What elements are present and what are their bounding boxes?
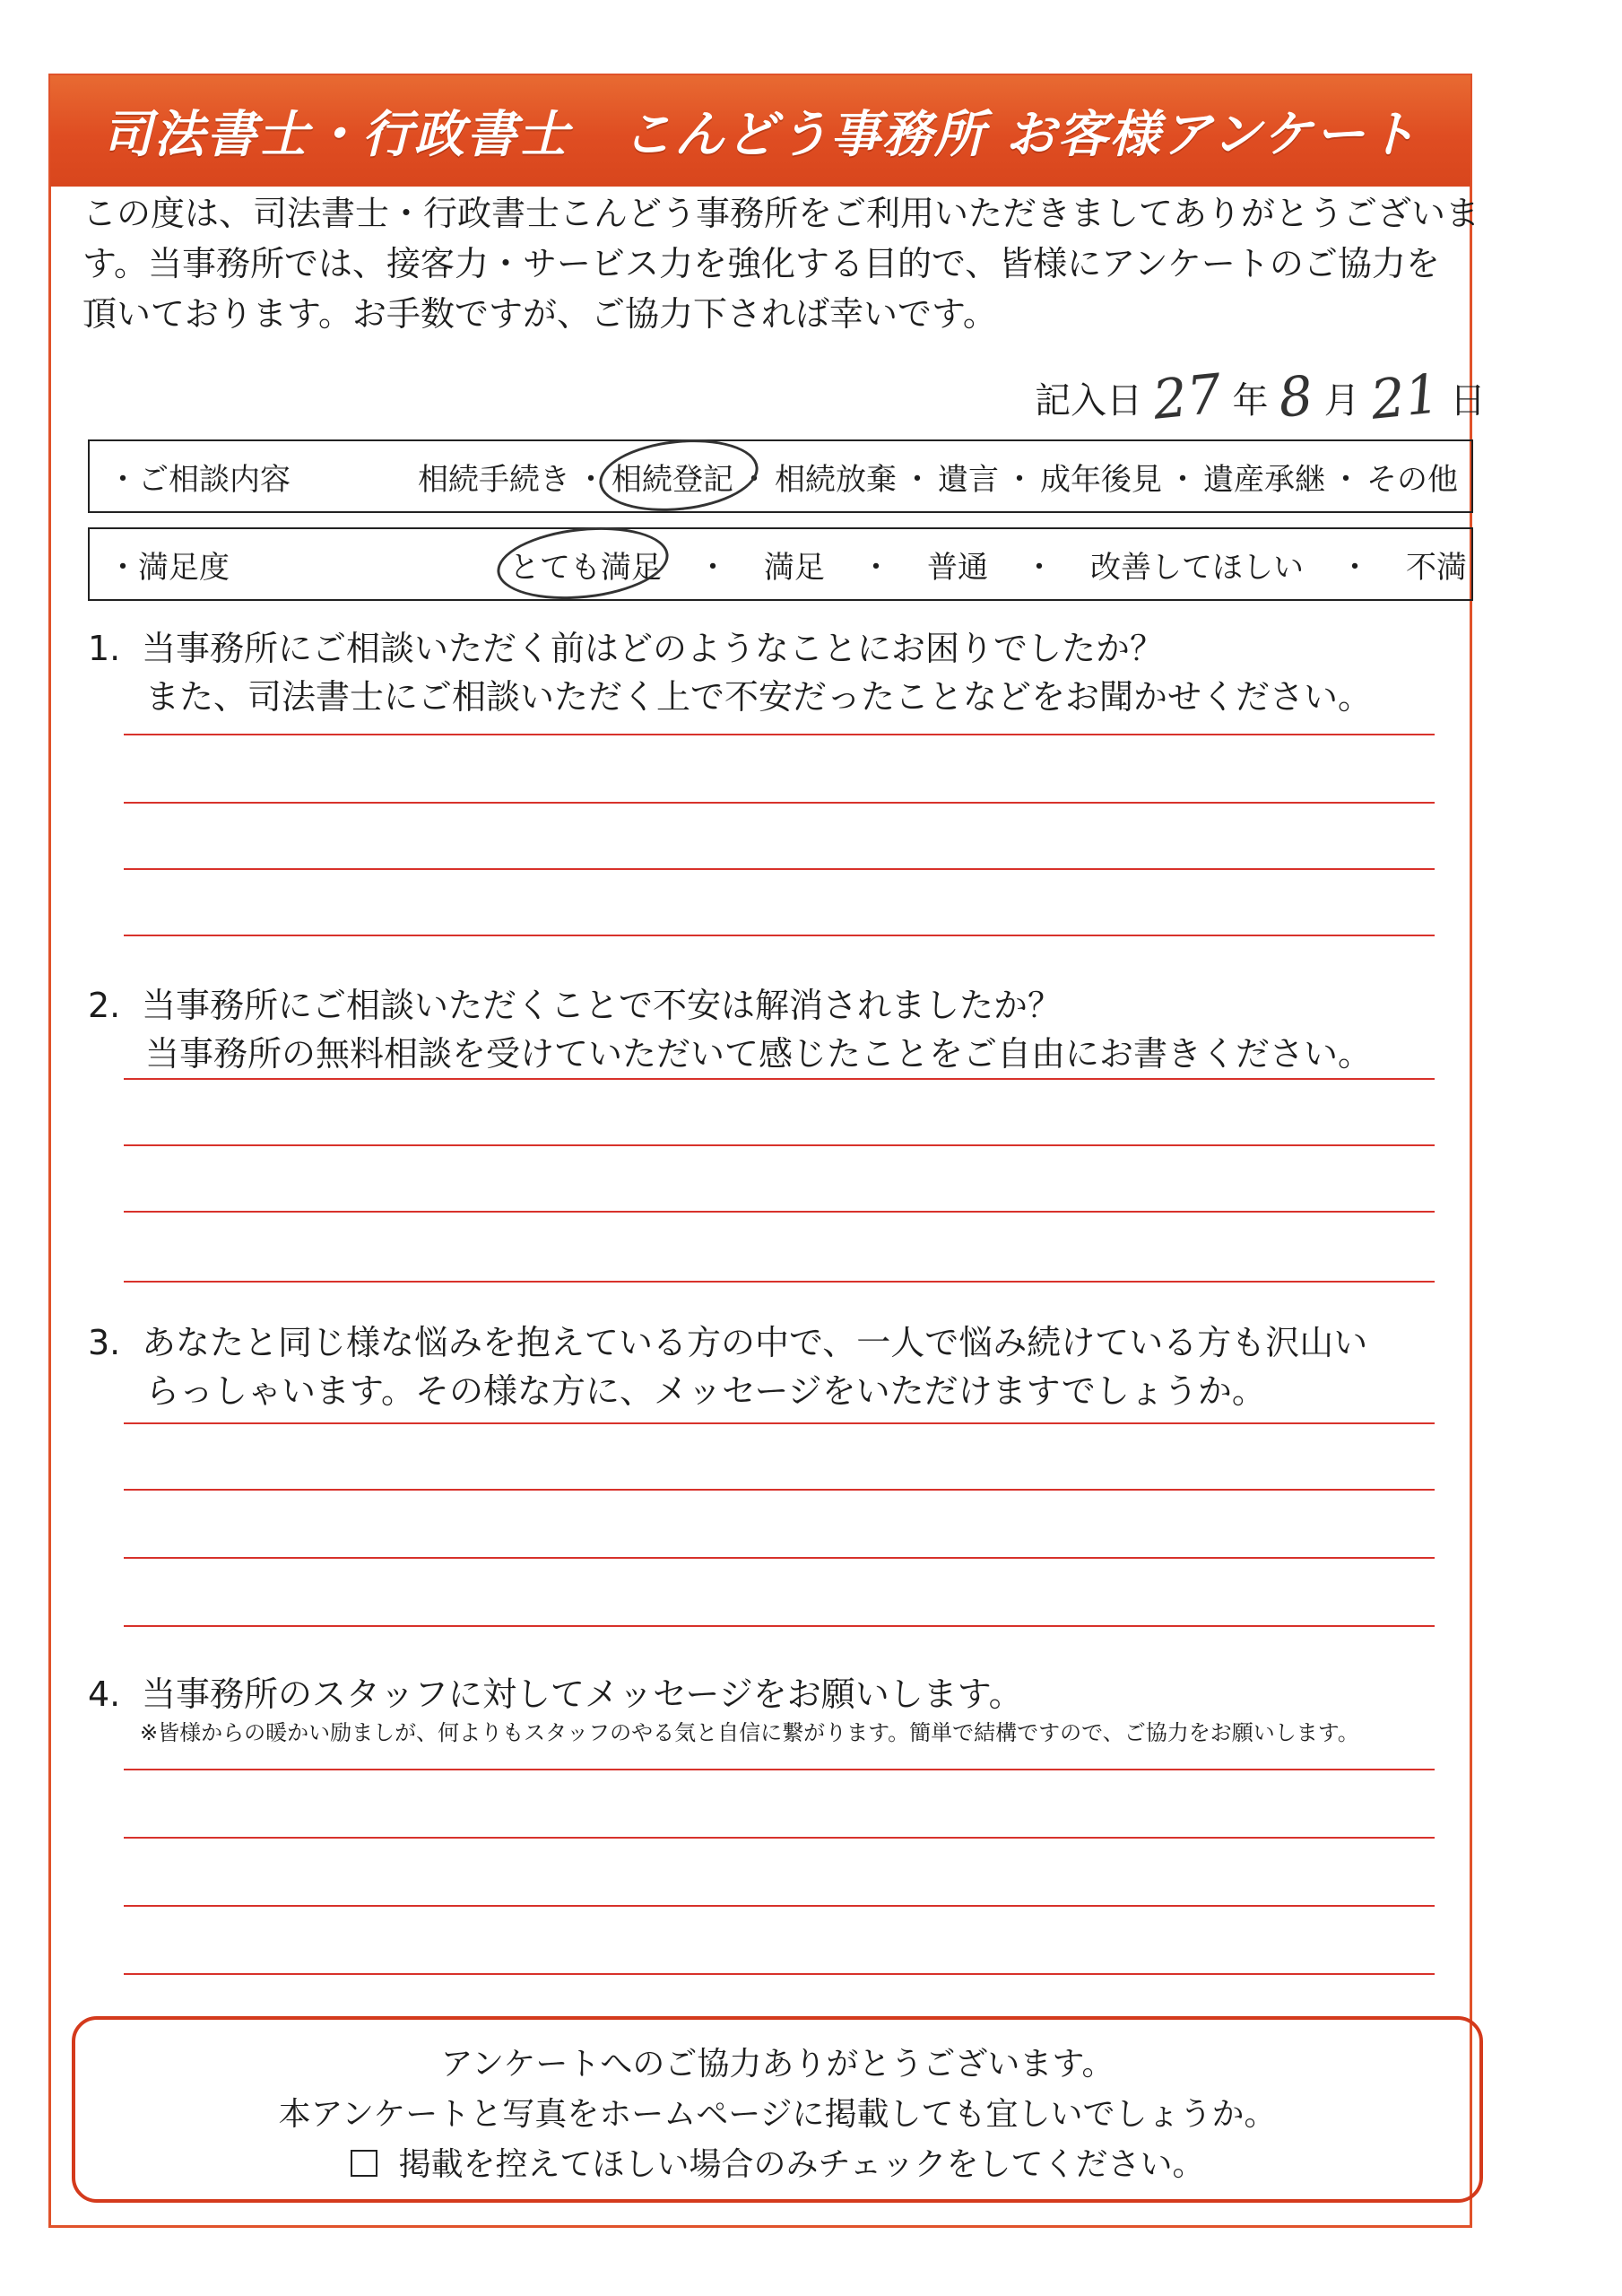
question-text: 当事務所にご相談いただく前はどのようなことにお困りでしたか？ — [142, 629, 1165, 668]
answer-line[interactable] — [124, 1281, 1435, 1283]
question-text: あなたと同じ様な悩みを抱えている方の中で、一人で悩み続けている方も沢山い — [142, 1323, 1368, 1362]
question-2 — [88, 981, 1372, 1078]
option-will[interactable]: 遺言 — [938, 461, 999, 498]
answer-line[interactable] — [124, 1144, 1435, 1146]
answer-line[interactable] — [124, 1625, 1435, 1627]
question-number: 4. — [88, 1674, 121, 1714]
answer-line[interactable] — [124, 868, 1435, 870]
entry-date — [1035, 362, 1486, 432]
answer-line[interactable] — [124, 734, 1435, 735]
consent-checkbox[interactable] — [351, 2150, 377, 2177]
question-text-line2: らっしゃいます。その様な方に、メッセージをいただけますでしょうか。 — [145, 1371, 1266, 1411]
day-label: 日 — [1450, 379, 1486, 422]
question-text-line2: 当事務所の無料相談を受けていただいて感じたことをご自由にお書きください。 — [145, 1034, 1373, 1074]
option-adult-guardianship[interactable]: 成年後見 — [1040, 461, 1162, 498]
option-inheritance-registration-label: 相続登記 — [612, 461, 733, 498]
question-3 — [88, 1318, 1367, 1415]
intro-text: この度は、司法書士・行政書士こんどう事務所をご利用いただきましてありがとうございま す。当事務所では、接客力・サービス力を強化する目的で、皆様にアンケートのご協力を 頂いております。お手数ですが、ご協力下されば幸いです。 — [82, 194, 1480, 334]
answer-line[interactable] — [124, 1973, 1435, 1975]
selection-circle — [493, 519, 672, 607]
question-note: ※皆様からの暖かい励ましが、何よりもスタッフのやる気と自信に繋がります。簡単で結構ですので、ご協力をお願いします。 — [140, 1720, 1359, 1745]
day-value[interactable]: 21 — [1367, 362, 1443, 432]
option-inheritance-registration[interactable] — [612, 455, 733, 499]
question-number: 2. — [88, 986, 121, 1025]
answer-line[interactable] — [124, 1211, 1435, 1213]
consultation-label: ・ご相談内容 — [108, 461, 291, 498]
title-banner — [50, 75, 1470, 187]
question-text: 当事務所にご相談いただくことで不安は解消されましたか？ — [142, 986, 1063, 1025]
consent-checkbox-row — [75, 2140, 1479, 2190]
year-label: 年 — [1232, 379, 1269, 422]
question-text-line2: また、司法書士にご相談いただく上で不安だったことなどをお聞かせください。 — [145, 677, 1373, 717]
option-inheritance-procedure[interactable]: 相続手続き — [418, 461, 570, 498]
date-label: 記入日 — [1035, 379, 1143, 422]
option-very-satisfied-label: とても満足 — [509, 549, 662, 586]
consultation-type-box — [88, 439, 1473, 513]
year-value[interactable]: 27 — [1149, 362, 1225, 432]
satisfaction-options: とても満足 ・ 満足 ・ 普通 ・ 改善してほしい ・ 不満 — [509, 543, 1467, 587]
answer-line[interactable] — [124, 1078, 1435, 1080]
question-text: 当事務所のスタッフに対してメッセージをお願いします。 — [142, 1674, 1023, 1714]
option-other[interactable]: その他 — [1366, 461, 1458, 498]
consent-question: 本アンケートと写真をホームページに掲載しても宜しいでしょうか。 — [278, 2096, 1277, 2133]
option-average[interactable]: 普通 — [927, 549, 988, 586]
satisfaction-label: ・満足度 — [108, 549, 230, 586]
question-1 — [88, 624, 1372, 721]
answer-line[interactable] — [124, 1837, 1435, 1839]
answer-line[interactable] — [124, 1557, 1435, 1559]
option-needs-improvement[interactable]: 改善してほしい — [1090, 549, 1304, 586]
answer-line[interactable] — [124, 1905, 1435, 1907]
footer-consent-box — [72, 2016, 1483, 2203]
selection-circle — [595, 431, 761, 517]
option-inheritance-renunciation[interactable]: 相続放棄 — [775, 461, 897, 498]
option-dissatisfied[interactable]: 不満 — [1406, 549, 1467, 586]
answer-line[interactable] — [124, 1489, 1435, 1491]
option-very-satisfied[interactable] — [509, 543, 662, 587]
answer-line[interactable] — [124, 1769, 1435, 1770]
consent-checkbox-label: 掲載を控えてほしい場合のみチェックをしてください。 — [398, 2146, 1205, 2183]
question-number: 1. — [88, 629, 121, 668]
month-value[interactable]: 8 — [1275, 364, 1317, 430]
answer-line[interactable] — [124, 1422, 1435, 1424]
satisfaction-box — [88, 527, 1473, 601]
consultation-options: 相続手続き ・ 相続登記 ・ 相続放棄 ・ 遺言 ・ 成年後見 ・ 遺産承継 ・ その他 — [418, 455, 1458, 499]
survey-title: 司法書士・行政書士 こんどう事務所 お客様アンケート — [101, 106, 1419, 164]
option-estate-succession[interactable]: 遺産承継 — [1203, 461, 1325, 498]
thanks-text: アンケートへのご協力ありがとうございます。 — [440, 2046, 1115, 2083]
answer-line[interactable] — [124, 935, 1435, 936]
answer-line[interactable] — [124, 802, 1435, 804]
question-4 — [88, 1670, 1359, 1747]
question-number: 3. — [88, 1323, 121, 1362]
month-label: 月 — [1323, 379, 1360, 422]
option-satisfied[interactable]: 満足 — [764, 549, 825, 586]
